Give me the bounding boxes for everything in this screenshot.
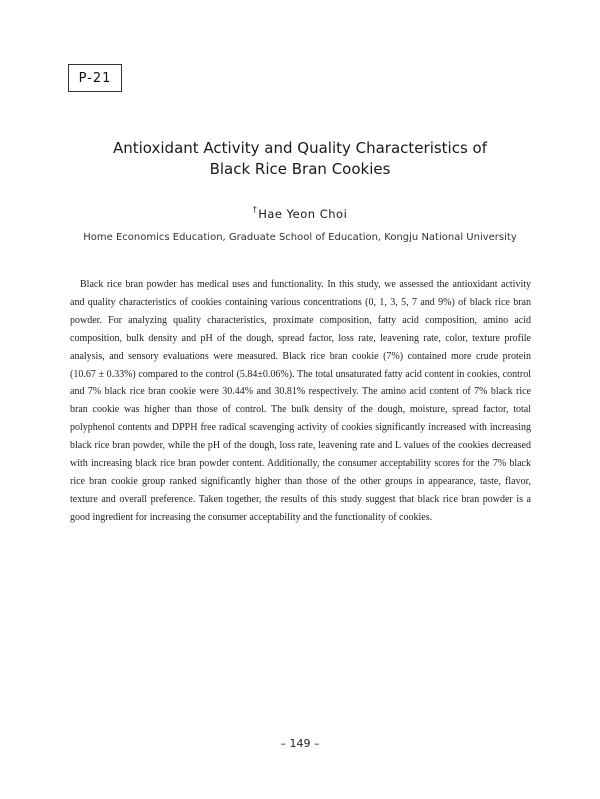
- paper-title: [0, 138, 600, 180]
- page-number: – 149 –: [280, 737, 320, 750]
- affiliation: Home Economics Education, Graduate School of Education, Kongju National University: [83, 232, 517, 243]
- author: [0, 205, 600, 221]
- author-name: Hae Yeon Choi: [258, 207, 348, 221]
- corresponding-author-marker: †: [252, 205, 258, 214]
- title-line-2: Black Rice Bran Cookies: [209, 160, 391, 178]
- title-line-1: Antioxidant Activity and Quality Characteristics of: [112, 139, 488, 157]
- poster-label: P-21: [68, 64, 122, 92]
- abstract-text: Black rice bran powder has medical uses and functionality. In this study, we assessed the antioxidant activity and quality characteristics of cookies containing various concentrations (0, 1, 3, 5, 7 and 9%) of black rice bran powder. For analyzing quality characteristics, proximate composition, fatty acid composition, amino acid composition, bulk density and pH of the dough, spread factor, loss rate, leavening rate, color, texture profile analysis, and sensory evaluations were measured. Black rice bran cookie (7%) contained more crude protein (10.67 ± 0.33%) compared to the control (5.84±0.06%). The total unsaturated fatty acid content in cookies, control and 7% black rice bran cookie were 30.44% and 30.81% respectively. The amino acid content of 7% black rice bran cookie was higher than those of control. The bulk density of the dough, moisture, spread factor, total polyphenol contents and DPPH free radical scavenging activity of cookies significantly increased with increasing black rice bran powder, while the pH of the dough, loss rate, leavening rate and L values of the cookies decreased with increasing black rice bran powder content. Additionally, the consumer acceptability scores for the 7% black rice bran cookie group ranked significantly higher than those of the other groups in appearance, taste, flavor, texture and overall preference. Taken together, the results of this study suggest that black rice bran powder is a good ingredient for increasing the consumer acceptability and the functionality of cookies.: [70, 279, 531, 523]
